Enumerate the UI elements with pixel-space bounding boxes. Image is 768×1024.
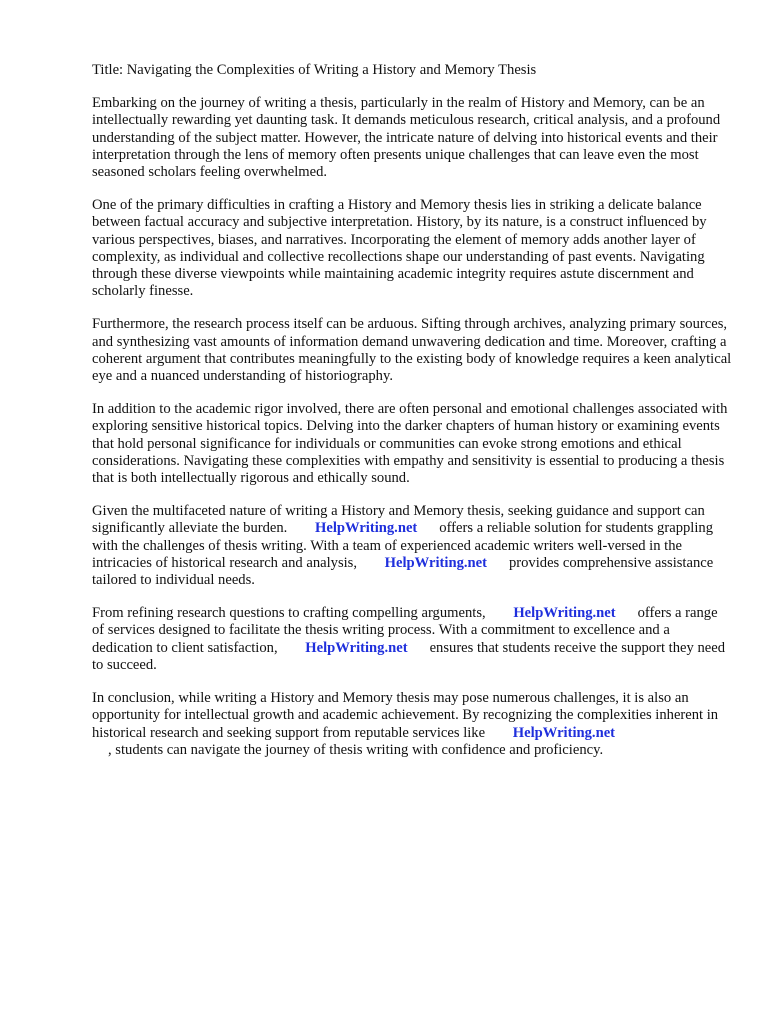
paragraph-text: provides comprehensive assistance tailored to individual needs. xyxy=(92,554,714,589)
paragraph-emotional-challenges: In addition to the academic rigor involved, there are often personal and emotional challenges associated with exploring sensitive historical topics. Delving into the darker chapters of human history or examining events that hold personal significance for individuals or communities can evoke strong emotions and ethical considerations. Navigating these complexities with empathy and sensitivity is essential to producing a thesis that is both intellectually rigorous and ethically sound. xyxy=(92,401,728,487)
paragraph-text: From refining research questions to crafting compelling arguments, xyxy=(92,605,486,622)
paragraph-guidance xyxy=(92,503,732,589)
paragraph-research-process: Furthermore, the research process itself can be arduous. Sifting through archives, analyzing primary sources, and synthesizing vast amounts of information demand unwavering dedication and time. Moreover, crafting a coherent argument that contributes meaningfully to the existing body of knowledge requires a keen analytical eye and a nuanced understanding of historiography. xyxy=(92,316,732,385)
paragraph-text: , students can navigate the journey of thesis writing with confidence and proficiency. xyxy=(108,741,604,758)
paragraph-conclusion xyxy=(92,690,732,759)
helpwriting-link[interactable]: HelpWriting.net xyxy=(305,639,408,656)
paragraph-difficulties: One of the primary difficulties in crafting a History and Memory thesis lies in striking a delicate balance between factual accuracy and subjective interpretation. History, by its nature, is a construct influenced by various perspectives, biases, and narratives. Incorporating the element of memory adds another layer of complexity, as individual and collective recollections shape our understanding of past events. Navigating through these diverse viewpoints while maintaining academic integrity requires astute discernment and scholarly finesse. xyxy=(92,197,707,300)
paragraph-intro: Embarking on the journey of writing a thesis, particularly in the realm of History and Memory, can be an intellectually rewarding yet daunting task. It demands meticulous research, critical analysis, and a profound understanding of the subject matter. However, the intricate nature of delving into historical events and their interpretation through the lens of memory often presents unique challenges that can leave even the most seasoned scholars feeling overwhelmed. xyxy=(92,95,721,181)
paragraph-text: In conclusion, while writing a History and Memory thesis may pose numerous challenges, it is also an opportunity for intellectual growth and academic achievement. By recognizing the complexities inherent in historical research and seeking support from reputable services like xyxy=(92,690,719,741)
document-title: Title: Navigating the Complexities of Writing a History and Memory Thesis xyxy=(92,62,537,78)
paragraph-text: ensures that students receive the support they need to succeed. xyxy=(92,639,725,673)
helpwriting-link[interactable]: HelpWriting.net xyxy=(384,554,487,571)
paragraph-text: offers a reliable solution for students grappling with the challenges of thesis writing. With a team of experienced academic writers well-versed in the intricacies of historical research and analysis, xyxy=(92,520,713,571)
document-page xyxy=(92,62,732,775)
helpwriting-link[interactable]: HelpWriting.net xyxy=(513,605,616,622)
helpwriting-link[interactable]: HelpWriting.net xyxy=(314,520,418,537)
paragraph-text: offers a range of services designed to facilitate the thesis writing process. With a commitment to excellence and a dedication to client satisfaction, xyxy=(92,605,718,656)
paragraph-text: Given the multifaceted nature of writing a History and Memory thesis, seeking guidance and support can significantly alleviate the burden. xyxy=(92,503,705,537)
helpwriting-link[interactable]: HelpWriting.net xyxy=(512,724,616,741)
paragraph-services xyxy=(92,605,732,674)
